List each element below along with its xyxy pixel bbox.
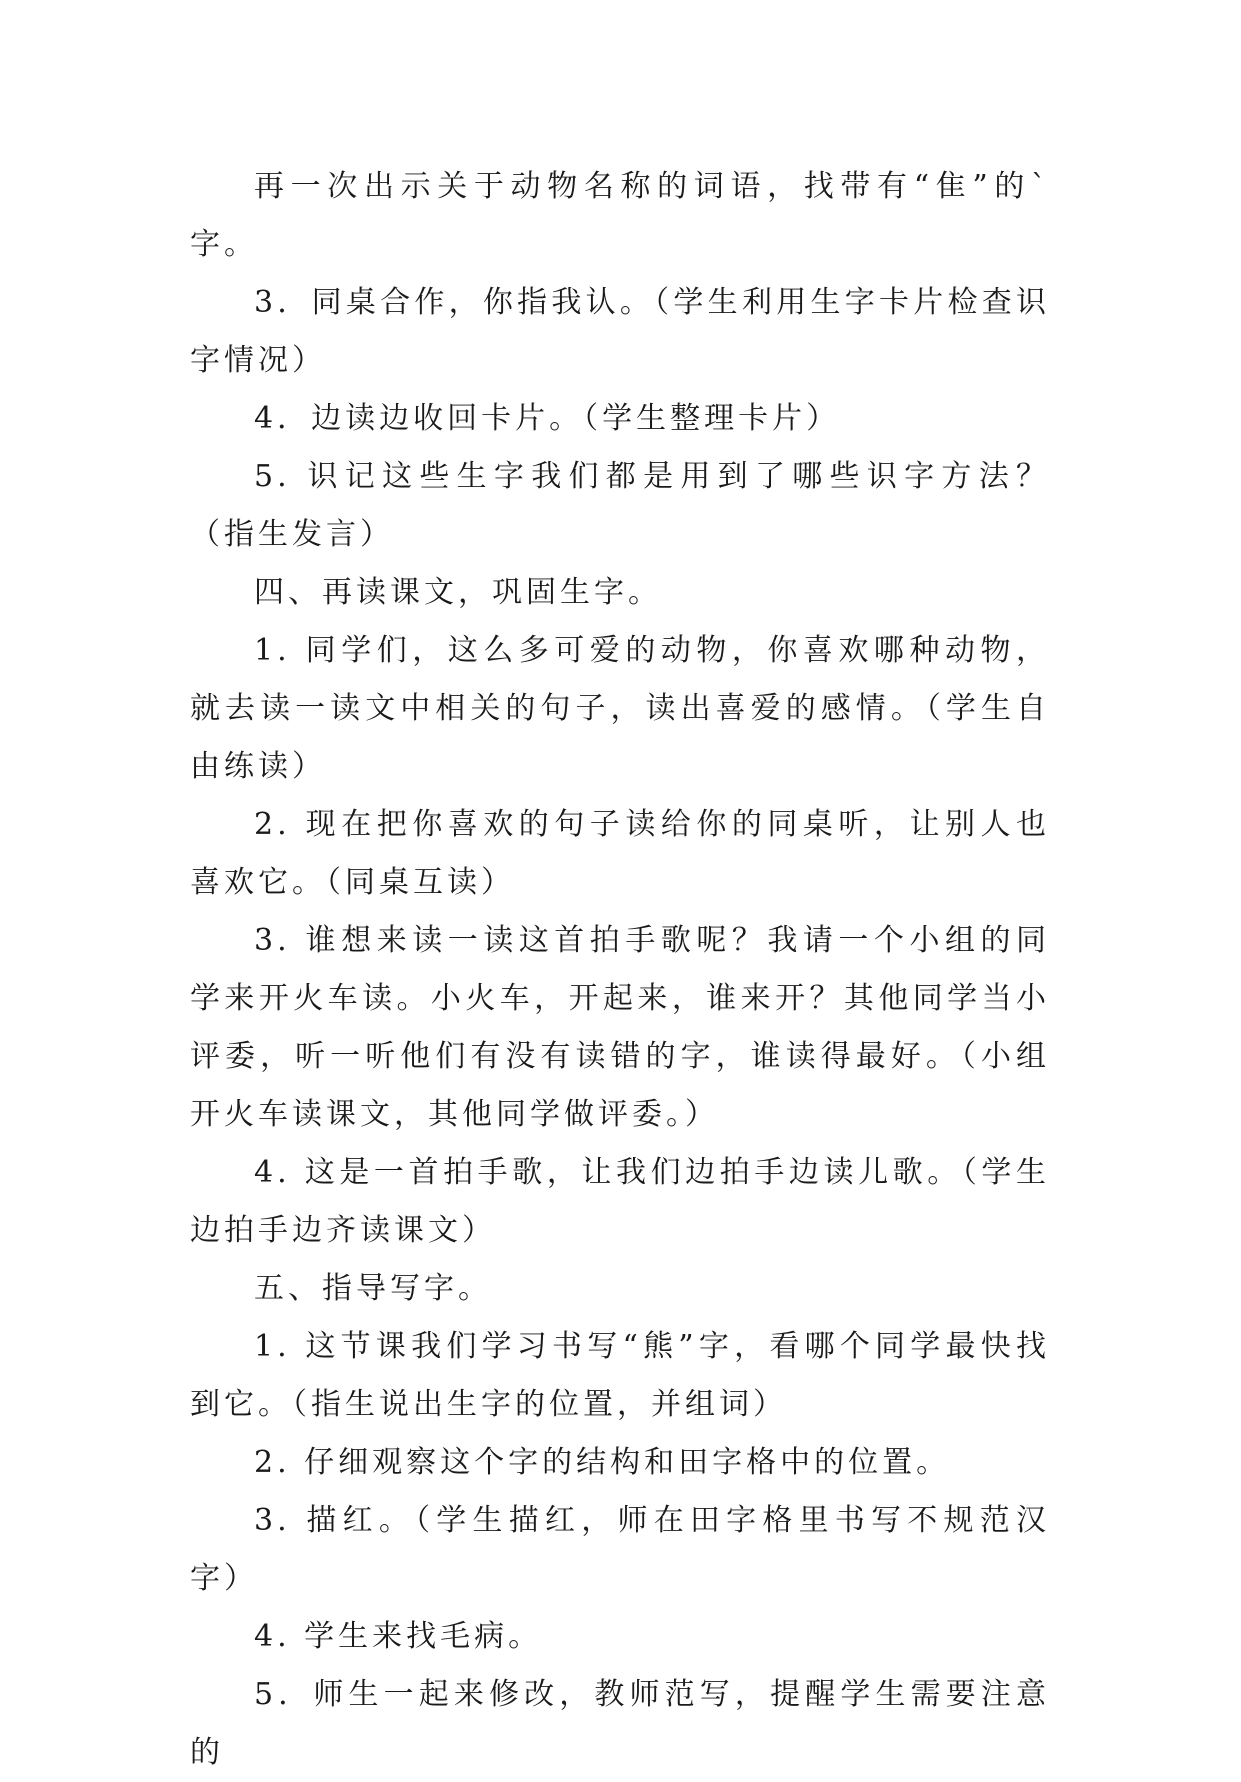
paragraph-4: 5. 识记这些生字我们都是用到了哪些识字方法？（指生发言） [190,459,1050,552]
paragraph-2: 3．同桌合作，你指我认。（学生利用生字卡片检查识字情况） [190,285,1050,378]
paragraph-7: 3. 谁想来读一读这首拍手歌呢？我请一个小组的同学来开火车读。小火车，开起来，谁来开？其他同学当小评委，听一听他们有没有读错的字，谁读得最好。（小组开火车读课文，其他同学做评委。） [190,923,1050,1132]
paragraph-13: 5．师生一起来修改，教师范写，提醒学生需要注意的 [190,1677,1050,1770]
paragraph-10: 2. 仔细观察这个字的结构和田字格中的位置。 [254,1445,951,1480]
section-heading-4: 四、再读课文，巩固生字。 [254,575,662,610]
paragraph-11: 3. 描红。（学生描红，师在田字格里书写不规范汉字） [190,1503,1050,1596]
paragraph-1: 再一次出示关于动物名称的词语，找带有“隹”的`字。 [190,169,1050,262]
paragraph-6: 2. 现在把你喜欢的句子读给你的同桌听，让别人也喜欢它。（同桌互读） [190,807,1050,900]
paragraph-3: 4．边读边收回卡片。（学生整理卡片） [254,401,841,436]
paragraph-9: 1. 这节课我们学习书写“熊”字，看哪个同学最快找到它。（指生说出生字的位置，并组词） [190,1329,1050,1422]
paragraph-5: 1. 同学们，这么多可爱的动物，你喜欢哪种动物，就去读一读文中相关的句子，读出喜爱的感情。（学生自由练读） [190,633,1050,784]
paragraph-8: 4. 这是一首拍手歌，让我们边拍手边读儿歌。（学生边拍手边齐读课文） [190,1155,1050,1248]
paragraph-12: 4. 学生来找毛病。 [254,1619,543,1654]
document-body [190,158,1050,1782]
section-heading-5: 五、指导写字。 [254,1271,492,1306]
